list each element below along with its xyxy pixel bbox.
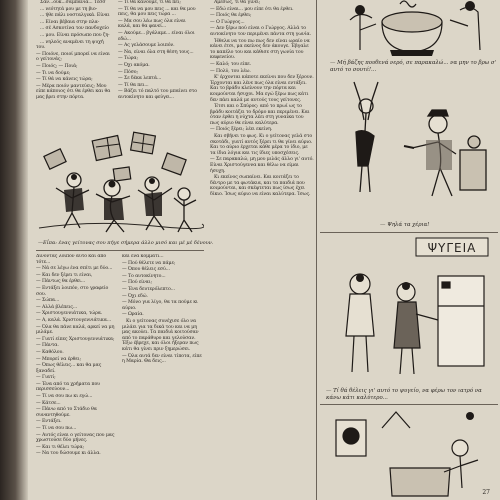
dialogue-line: — Κάτσε... <box>36 400 61 406</box>
dialogue-line: — Ο Γιώργος... <box>210 19 245 25</box>
dialogue-line: — Όχι ακόμα. <box>118 62 150 68</box>
dialogue-line: Δίνοντας λοιπόν αυτό και από τότε... <box>36 254 107 265</box>
dialogue-line: — Γιατί είπες Χριστουγεννιάτικα; <box>36 336 115 342</box>
dialogue-line: — Αυτός είναι ο γείτονας που μας χρωστούσε δύο μήνες. <box>36 432 115 444</box>
cartoon-caption: — Ψηλά τα χέρια! <box>380 222 430 228</box>
column-3-text <box>210 0 314 500</box>
dialogue-line: — Όπου θέλεις εσύ... <box>122 267 170 273</box>
cartoon-interior-scene <box>320 408 498 500</box>
dialogue-line: — Καθόλου. <box>36 349 64 355</box>
text-line: ... ήθε πάλι νοσταλγικά. Είναι <box>40 13 110 19</box>
text-line: ... νεότητά μου με τη βιο- <box>40 6 98 12</box>
column-divider <box>316 0 317 500</box>
paragraph: Κι ο γείτονας συνέχισε όλο να μιλάει για τα δικά του και να μη μας ακούει. Τα παιδιά κοιτούσαν από το παράθυρο και γελούσαν. Έξω έβρεχε, και όλοι ήξεραν πως κάτι θα γίνει πριν ξημερώσει. <box>122 318 199 352</box>
paragraph: Έτσι και ο Σπύρος: από το πρωί ως το βράδυ κοιτάζει το δρόμο και περιμένει. Και όταν έρθει η νύχτα λέει στη γυναίκα του πως αύριο θα είναι καλύτερα. <box>210 104 310 126</box>
dialogue-line: — Πού θέλετε να πάμε; <box>122 260 176 266</box>
dialogue-line: — Να, είναι όλα στη θέση τους... <box>118 49 194 55</box>
dialogue-line: — Ποιόνε, ποιοί μπορεί να είναι ο γείτονάς; <box>36 51 110 63</box>
dialogue-line: — Ας γελάσουμε λοιπόν. <box>118 43 175 49</box>
dialogue-line: — Πού είναι; <box>122 280 152 286</box>
dialogue-line: — Όλα θα πάνε καλά, αρκεί να μη μιλάμε. <box>36 324 115 336</box>
dialogue-line: — Μα σου λέω πως όλα είναι καλά, και θα φανεί... <box>118 18 186 30</box>
dialogue-line: — Πόσο; <box>118 69 138 75</box>
dialogue-line: — Ποιός ξέρει; λέει εκείνη. <box>210 127 273 133</box>
dialogue-line: — Ένα από τα χρήματα που περισσεύουν... <box>36 381 100 393</box>
divider <box>36 250 204 251</box>
cartoon-caption: — Μή βάζης πουθενά νερό, σε παρακαλώ... να μην το βρω σ' αυτό το σουτέ!... <box>330 60 497 73</box>
dialogue-line: — Βάζει τό παλτό του μπαίνει στο αυτοκίνητο και φεύγει... <box>118 89 198 100</box>
dialogue-line: — Τί θά να κάνεις τώρα; <box>36 77 93 83</box>
column-2-bottom-text <box>122 254 204 500</box>
dialogue-line: — Πάντα. <box>36 343 59 349</box>
dialogue-line: — Τί να σου πω κι εγώ... <box>36 394 93 400</box>
dialogue-line: — Και δεν ξέρει τι είναι, <box>36 272 93 278</box>
binding-fold <box>0 0 28 500</box>
dialogue-line: — Νά σε λέγω ένα σπίτι με δύο... <box>36 266 113 272</box>
text-line: ... Είναι βέβαια στην πλα- <box>40 19 100 25</box>
dialogue-line: — Ποιός; — Ποιά; <box>36 63 78 69</box>
dialogue-line: — Το αυτοκίνητο... <box>122 273 166 279</box>
dialogue-line: — Καλό; του είπε. <box>210 61 252 67</box>
dialogue-line: — Χριστουγεννιάτικα, τώρα. <box>36 311 103 317</box>
dialogue-line: — Όπως θέλεις... και θα μας ξαναδεί. <box>36 363 102 374</box>
dialogue-line: — Α, καλά. Χριστουγεννιάτικα... <box>36 317 111 323</box>
text-line: Αμέσως, τί θα γίνει; <box>214 0 261 5</box>
column-2-top-text <box>118 0 198 120</box>
dialogue-line: — Σε παρακαλώ, μη μου μιλάς άλλο γι' αυτό. Είναι Χριστούγεννα και θέλω να είμαι ήσυχη. <box>210 157 314 174</box>
text-line: Σαν...ουκ...σαμπάνια... Τέσσ <box>40 0 106 5</box>
dialogue-line: — Τώρα; <box>118 56 138 62</box>
paragraph: Κ' έρχονται κάποτε εκείνοι που δεν ξέρουν. Έρχονται και λένε πως όλα είναι εντάξει. Και το βράδυ κλείνουν την πόρτα και κοιμούνται ήσυχοι. Μα εγώ ξέρω πως κάτι δεν πάει καλά με αυτούς τους γείτονες. <box>210 75 314 103</box>
cartoon-gift-crowd <box>34 128 204 238</box>
cartoon-cooking-pot <box>320 0 498 60</box>
dialogue-line: — Σε δέκα λεπτά... <box>118 76 162 82</box>
dialogue-line: — Τί θα πει... <box>118 82 149 88</box>
text-line: ... σέ Ασκοτίνα τον πανδοχείο <box>40 26 109 32</box>
dialogue-line: — Πάνω από το Στάδιο θα συναντηθούμε. <box>36 407 97 418</box>
paragraph: Και σβήνει το φως. Κι ο γείτονας γελά στο σκοτάδι, γιατί αυτός ξέρει τι θα γίνει αύριο. Και το αύριο έρχεται κάθε μέρα το ίδιο, με τα ίδια λόγια και τις ίδιες υποσχέσεις. <box>210 134 313 156</box>
dialogue-line: — Μπορεί να έρθει; <box>36 356 81 362</box>
cartoon-hands-up <box>320 80 498 210</box>
divider <box>320 404 498 405</box>
column-1-bottom-text <box>36 254 116 500</box>
dialogue-line: — Όλα αυτά δεν είναι τίποτα, είπε η Μαρία. Θα δεις... <box>122 353 202 365</box>
column-1-top-text <box>36 0 112 110</box>
dialogue-line: — Να του δώσουμε κι άλλα. <box>36 451 101 457</box>
dialogue-line: — Αλλά βλέπεις... <box>36 304 78 310</box>
divider <box>320 232 498 233</box>
dialogue-line: — Και τι θέλει τώρα; <box>36 444 84 450</box>
dialogue-line: — Ακούμε... βγάλαμε... είναι όλοι εδώ... <box>118 30 195 42</box>
dialogue-line: — Πολύ, του λέω. <box>210 68 251 74</box>
dialogue-line: — Τί θα να μου πεις ... και θα μου πεις, θα μου πεις τώρα ... <box>118 6 196 18</box>
dialogue-line: και ένα κομμάτι... <box>122 254 164 259</box>
dialogue-line: — Σώπα... <box>36 298 60 304</box>
dialogue-line: — Ωραία. <box>122 312 144 318</box>
cartoon-refrigerator-shop <box>320 236 498 386</box>
dialogue-line: — Εντάξει. <box>36 419 62 425</box>
dialogue-line: — Εντάξει λοιπόν, στο γραφείο σου. <box>36 285 109 297</box>
paragraph: Ήθελα να του πω πως δεν είναι ωραίο να κάνει έτσι, μα εκείνος δεν άκουγε. Έβγαλε το καπέλο του και κάθισε στη γωνία του καφενείου. <box>210 38 310 61</box>
cartoon-caption: —Εΐπα: ένας γείτονας σου πήγε σήμερα άλλο μισό και μέ μέ δένουν. <box>38 240 214 246</box>
page-number: 27 <box>482 489 490 496</box>
text-line: ... μου. Είναι πρόσωπο που ζη- <box>40 32 110 38</box>
paragraph: Κι εκείνος σωπαίνει. Και κοιτάζει το δέντρο με τα φωτάκια, και τα παιδιά που κοιμούνται, και σκέφτεται πως ίσως έχει δίκιο. Ίσως αύριο να είναι καλύτερα. Ίσως. <box>210 175 311 197</box>
dialogue-line: — Τί θα κάνουμε, τί θα πει; <box>118 0 181 5</box>
dialogue-line: — Μέρα ποιόν μαντεύεις; Μου είπε κάποιος ότι θα έρθει και θα μας βρει στην πόρτα. <box>36 83 111 100</box>
dialogue-line: — Γιατί; <box>36 375 56 381</box>
dialogue-line: — Εδώ είναι... μου είπε ότι θα έρθει. <box>210 6 294 12</box>
dialogue-line: — Ποιός θα έρθει; <box>210 13 252 19</box>
shop-sign: ΨΥΓΕΙΑ <box>427 241 477 255</box>
dialogue-line: — Δεν ξέρω πού είναι ο Γιώργος. Αλλά το αυτοκίνητο τον περιμένει πάντα στη γωνία. <box>210 26 312 37</box>
dialogue-line: — Τί να σου πω... <box>36 426 77 432</box>
dialogue-line: — Τι να δούμε; <box>36 70 71 76</box>
cartoon-caption: — Τί θά θέλεις γι' αυτό το ψυγείο, να φέρω τον ιατρό να κάνω κάτι καλύτερο... <box>326 388 482 401</box>
dialogue-line: — Μόνο για λίγο, θα τα πούμε κι αύριο. <box>122 300 198 311</box>
text-line: ... νηλεός αναμένει τη ψυχή του. <box>36 39 104 51</box>
dialogue-line: — Πάντως θα έρθει... <box>36 279 86 285</box>
dialogue-line: — Ένα δευτερόλεπτο... <box>122 286 175 292</box>
dialogue-line: — Όχι εδώ. <box>122 293 148 299</box>
